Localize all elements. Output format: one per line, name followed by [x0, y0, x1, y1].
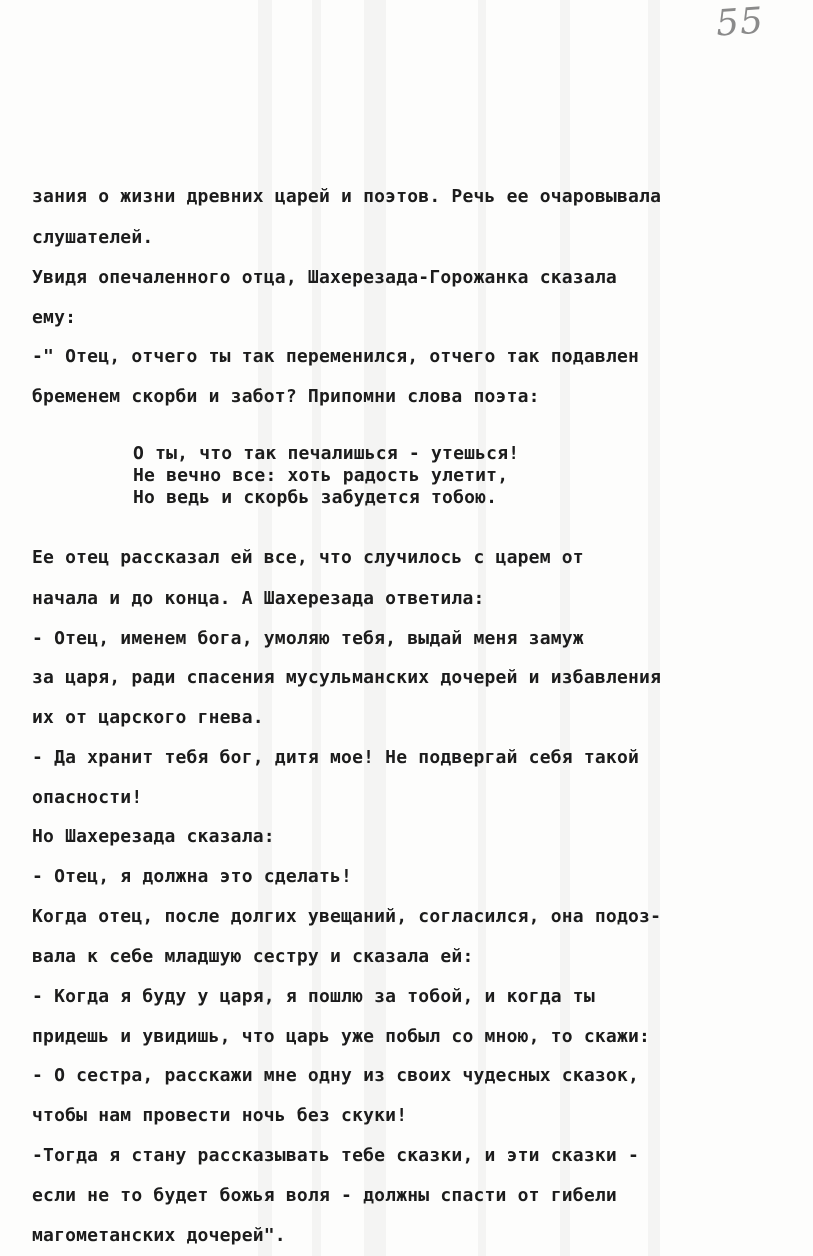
text-line: - Отец, я должна это сделать! — [32, 866, 353, 887]
text-line: Ее отец рассказал ей все, что случилось с царем от — [32, 547, 584, 568]
text-line: - Да хранит тебя бог, дитя мое! Не подвергай себя такой — [32, 747, 640, 768]
text-line: бременем скорби и забот? Припомни слова поэта: — [32, 386, 540, 407]
text-line: их от царского гнева. — [32, 707, 264, 728]
text-line: придешь и увидишь, что царь уже побыл со мною, то скажи: — [32, 1026, 651, 1047]
text-line: Но Шахерезада сказала: — [32, 826, 275, 847]
verse-line: О ты, что так печалишься - утешься! — [133, 443, 520, 464]
verse-line: Не вечно все: хоть радость улетит, — [133, 465, 509, 486]
text-line: начала и до конца. А Шахерезада ответила: — [32, 588, 485, 609]
text-line: если не то будет божья воля - должны спасти от гибели — [32, 1185, 617, 1206]
text-line: вала к себе младшую сестру и сказала ей: — [32, 946, 474, 967]
text-line: ему: — [32, 307, 77, 328]
page-number: 55 — [714, 0, 766, 45]
text-line: -" Отец, отчего ты так переменился, отчего так подавлен — [32, 346, 640, 367]
text-line: чтобы нам провести ночь без скуки! — [32, 1105, 408, 1126]
text-line: - Когда я буду у царя, я пошлю за тобой, и когда ты — [32, 986, 595, 1007]
text-line: Когда отец, после долгих увещаний, согласился, она подоз- — [32, 906, 662, 927]
text-line: магометанских дочерей". — [32, 1225, 286, 1246]
text-line: за царя, ради спасения мусульманских дочерей и избавления — [32, 667, 662, 688]
text-line: опасности! — [32, 787, 143, 808]
text-line: - О сестра, расскажи мне одну из своих чудесных сказок, — [32, 1065, 640, 1086]
text-line: - Отец, именем бога, умоляю тебя, выдай меня замуж — [32, 628, 584, 649]
text-line: -Тогда я стану рассказывать тебе сказки, и эти сказки - — [32, 1145, 640, 1166]
verse-line: Но ведь и скорбь забудется тобою. — [133, 487, 498, 508]
text-line: Увидя опечаленного отца, Шахерезада-Горожанка сказала — [32, 267, 617, 288]
text-line: слушателей. — [32, 227, 154, 248]
text-line: зания о жизни древних царей и поэтов. Речь ее очаровывала — [32, 186, 662, 207]
